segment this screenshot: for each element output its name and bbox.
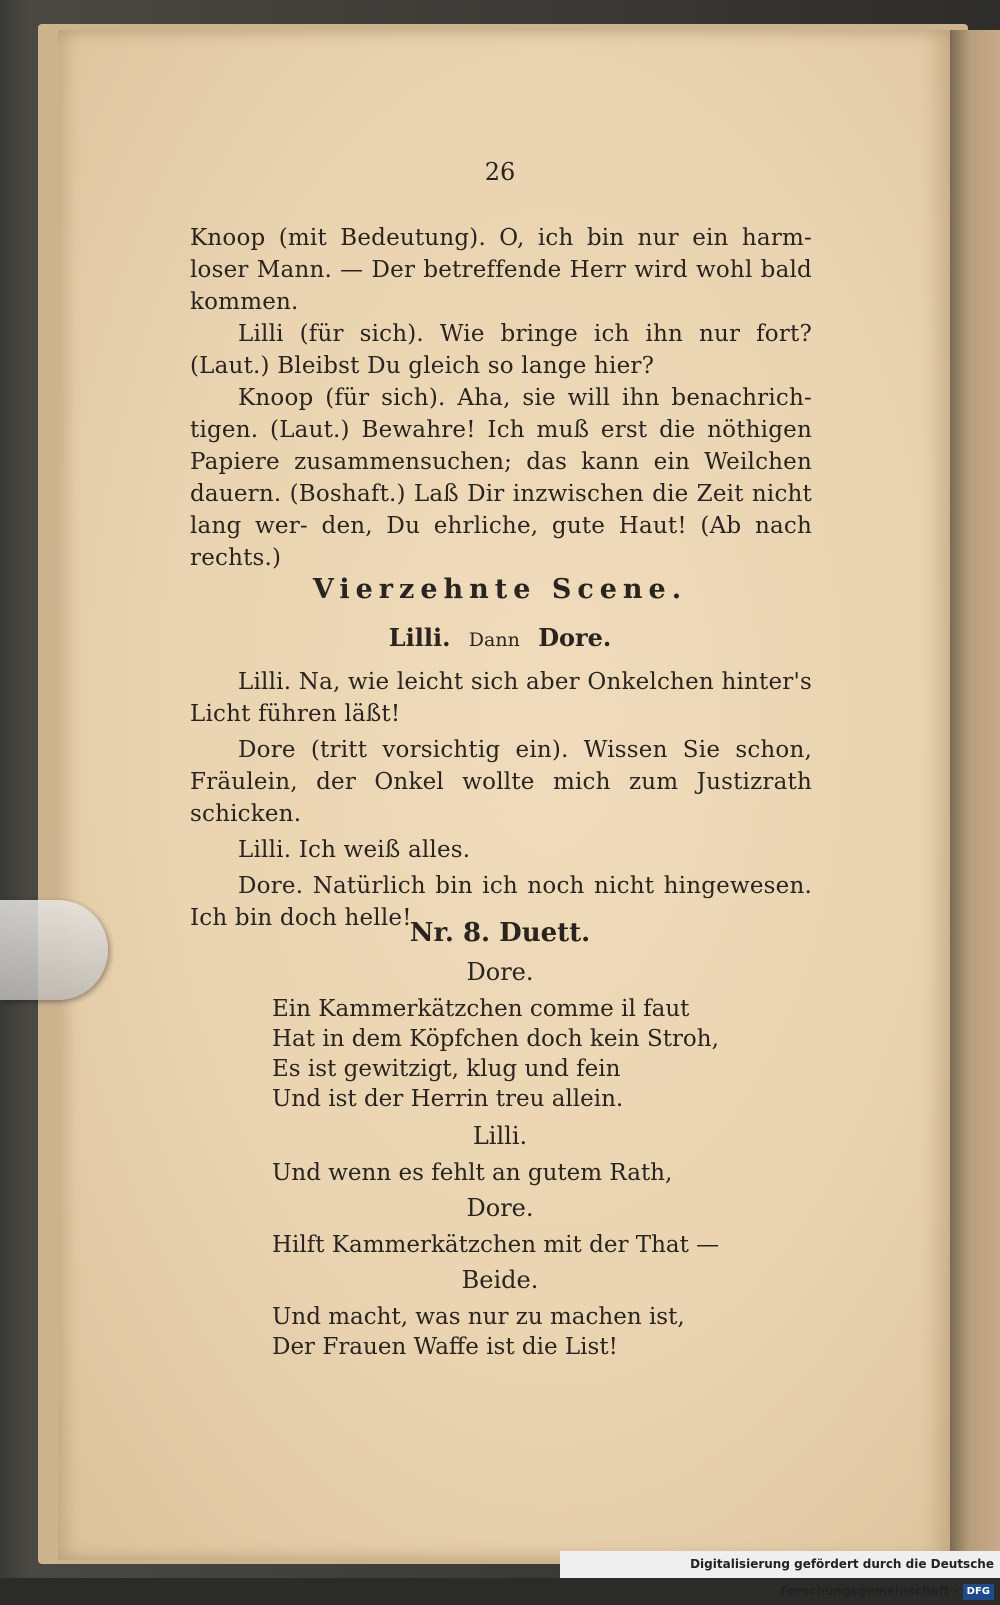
paragraph-knoop-2: Knoop (für sich). Aha, sie will ihn benachrich- tigen. (Laut.) Bewahre! Ich muß erst die nöthigen Papiere zusammensuchen; das kann ein Weilchen dauern. (Boshaft.) Laß Dir inzwischen die Zeit nicht lang wer- den, Du ehrliche, gute Haut! (Ab nach rechts.) [190, 385, 812, 571]
paragraph-lilli-2: Lilli. Na, wie leicht sich aber Onkelchen hinter's Licht führen läßt! [190, 669, 812, 727]
paragraph-knoop-1: Knoop (mit Bedeutung). O, ich bin nur ein harm- loser Mann. — Der betreffende Herr wird wohl bald kommen. [190, 225, 812, 315]
speaker-lilli: Lilli. [472, 1122, 528, 1150]
character-dore: Dore. [538, 623, 612, 652]
verse-line: Und wenn es fehlt an gutem Rath, [272, 1160, 673, 1186]
scene-text-block [190, 666, 812, 934]
paragraph-dore-1: Dore (tritt vorsichtig ein). Wissen Sie schon, Fräulein, der Onkel wollte mich zum Justizrath schicken. [190, 737, 812, 827]
verse-line: Ein Kammerkätzchen comme il faut [272, 996, 690, 1022]
verse-line: Hat in dem Köpfchen doch kein Stroh, [272, 1026, 719, 1052]
top-text-block [190, 222, 812, 574]
character-lilli: Lilli. [388, 623, 451, 652]
verse-block-3 [272, 1230, 832, 1260]
verse-block-1 [272, 994, 832, 1114]
page-number: 26 [484, 158, 516, 186]
digitization-credit [560, 1551, 1000, 1598]
paragraph-lilli-3: Lilli. Ich weiß alles. [238, 837, 471, 863]
dfg-logo: DFG [963, 1584, 994, 1600]
duett-heading: Nr. 8. Duett. [409, 918, 591, 948]
verse-line: Und ist der Herrin treu allein. [272, 1086, 624, 1112]
facing-page-edge [950, 30, 1000, 1560]
speaker-beide: Beide. [461, 1266, 539, 1294]
credit-text: Digitalisierung gefördert durch die Deutsche Forschungsgemeinschaft - [690, 1557, 994, 1598]
verse-line: Es ist gewitzigt, klug und fein [272, 1056, 621, 1082]
speaker-dore-2: Dore. [466, 1194, 534, 1222]
character-connector: Dann [468, 629, 520, 651]
verse-line: Hilft Kammerkätzchen mit der That — [272, 1232, 720, 1258]
scene-heading: Vierzehnte Scene. [312, 574, 688, 605]
paragraph-dore-2: Dore. Natürlich bin ich noch nicht hingewesen. Ich bin doch helle! [190, 873, 812, 931]
verse-line: Und macht, was nur zu machen ist, [272, 1304, 685, 1330]
verse-block-4 [272, 1302, 832, 1362]
verse-line: Der Frauen Waffe ist die List! [272, 1334, 618, 1360]
paragraph-lilli-1: Lilli (für sich). Wie bringe ich ihn nur fort? (Laut.) Bleibst Du gleich so lange hier? [190, 321, 812, 379]
scene-characters [0, 623, 1000, 652]
verse-block-2 [272, 1158, 832, 1188]
speaker-dore-1: Dore. [466, 958, 534, 986]
